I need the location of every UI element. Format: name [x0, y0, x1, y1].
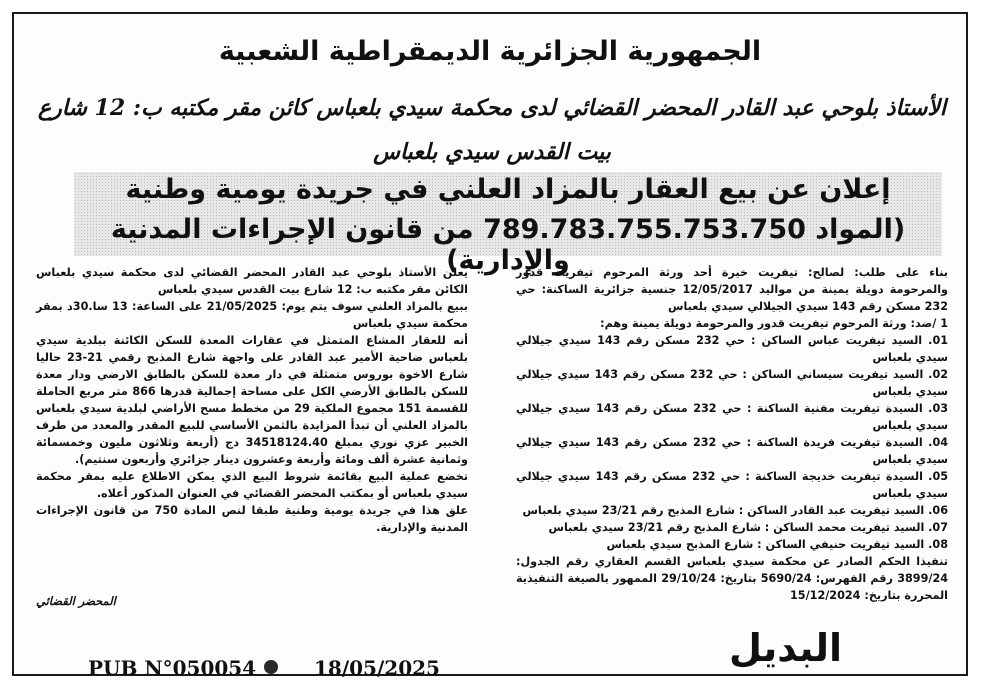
heir-item: 04. السيدة تيفريت فريدة الساكنة : حي 232 مسكن رقم 143 سيدي جيلالي سيدي بلعباس: [516, 436, 949, 466]
against-heading: 1 /ضد: ورثة المرحوم تيفريت قدور والمرحومة دويلة يمينة وهم:: [600, 317, 948, 330]
heir-item: 02. السيد تيفريت سيساني الساكن : حي 232 مسكن رقم 143 سيدي جيلالي سيدي بلعباس: [516, 368, 949, 398]
auction-date-paragraph: ببيع بالمزاد العلني سوف يتم يوم: 21/05/2025 على الساعة: 13 سا.30د بمقر محكمة سيدي بلعباس: [36, 300, 468, 330]
announcer-paragraph: يعلن الأستاذ بلوحي عبد القادر المحضر القضائي لدى محكمة سيدي بلعباس الكائن مقر مكتبه ب: 12 شارع بيت القدس سيدي بلعباس: [36, 266, 468, 296]
notice-legal-articles: (المواد 789.783.755.753.750 من قانون الإجراءات المدنية والإدارية): [110, 214, 906, 276]
punch-hole: [264, 660, 278, 674]
judgment-reference: تنفيذا الحكم الصادر عن محكمة سيدي بلعباس القسم العقاري رقم الجدول: 3899/24 رقم الفهرس: 5690/24 بتاريخ: 29/10/24 الممهور بالصيغة التنفيذية المحررة بتاريخ: 15/12/2024: [516, 555, 949, 602]
heir-item: 01. السيد تيفريت عباس الساكن : حي 232 مسكن رقم 143 سيدي جيلالي سيدي بلعباس: [516, 334, 949, 364]
legal-notice: [12, 12, 968, 680]
sale-conditions: تخضع عملية البيع بقائمة شروط البيع الذي يمكن الاطلاع عليه بمقر محكمة سيدي بلعباس أو بمكتب المحضر القضائي في العنوان المذكور أعلاه.: [36, 470, 468, 500]
pub-number: PUB N°050054: [88, 656, 257, 680]
notice-title-banner: [74, 172, 942, 276]
petitioner-paragraph: بناء على طلب: لصالح: تيفريت خيرة أحد ورثة المرحوم تيفريت قدور والمرحومة دويلة يمينة من مواليد 12/05/2017 جنسية جزائرية الساكنة: حي 232 مسكن رقم 143 سيدي الجيلالي سيدي بلعباس: [516, 266, 949, 313]
notice-title: إعلان عن بيع العقار بالمزاد العلني في جريدة يومية وطنية: [125, 174, 891, 205]
fee-label: البديل: [729, 626, 842, 670]
heir-item: 05. السيدة تيفريت خديجة الساكنة : حي 232 مسكن رقم 143 سيدي جيلالي سيدي بلعباس: [516, 470, 949, 500]
lawyer-address-line: الأستاذ بلوحي عبد القادر المحضر القضائي لدى محكمة سيدي بلعباس كائن مقر مكتبه ب: 12 شارع بيت القدس سيدي بلعباس: [38, 95, 946, 165]
property-description: أنه للعقار المشاع المتمثل في عقارات المعدة للسكن الكائنة ببلدية سيدي بلعباس ضاحية الأمير عبد القادر على واجهة شارع المذبح رقمي 21-23 حاليا شارع الاخوة بوروس متمثلة في دار معدة للسكن بالطابق الارضي ودار معدة للسكن بالطابق الأرضي الكل على مساحة إجمالية قدرها 866 متر مربع الحاملة للقسمة 151 مجموع الملكية 29 من مخطط مسح الأراضي لبلدية سيدي بلعباس بالمزاد العلني أن تبدأ المزايدة بالثمن الأساسي للبيع المقدر والمعدد من طرف الخبير عزي نوري بمبلغ 34518124.40 دج (أربعة وثلاثون مليون وخمسمائة وثمانية عشرة ألف ومائة وأربعة وعشرون دينار جزائري وأربعون سنتيم).: [36, 334, 469, 466]
heir-item: 03. السيدة تيفريت مفنية الساكنة : حي 232 مسكن رقم 143 سيدي جيلالي سيدي بلعباس: [516, 402, 949, 432]
bailiff-signature: المحضر القضائي: [36, 594, 116, 608]
heir-item: 07. السيد تيفريت محمد الساكن : شارع المذبح رقم 23/21 سيدي بلعباس: [548, 521, 948, 534]
publication-note: علق هذا في جريدة يومية وطنية طبقا لنص المادة 750 من قانون الإجراءات المدنية والإدارية.: [36, 504, 468, 534]
sale-details-column: [36, 264, 468, 536]
creditor-debtors-column: [516, 264, 948, 604]
heir-item: 08. السيد تيفريت حنيفي الساكن : شارع المذبح سيدي بلعباس: [606, 538, 948, 551]
republic-heading: الجمهورية الجزائرية الديمقراطية الشعبية: [218, 36, 762, 67]
publication-date: 18/05/2025: [314, 656, 440, 680]
heir-item: 06. السيد تيفريت عبد القادر الساكن : شارع المذبح رقم 23/21 سيدي بلعباس: [522, 504, 948, 517]
